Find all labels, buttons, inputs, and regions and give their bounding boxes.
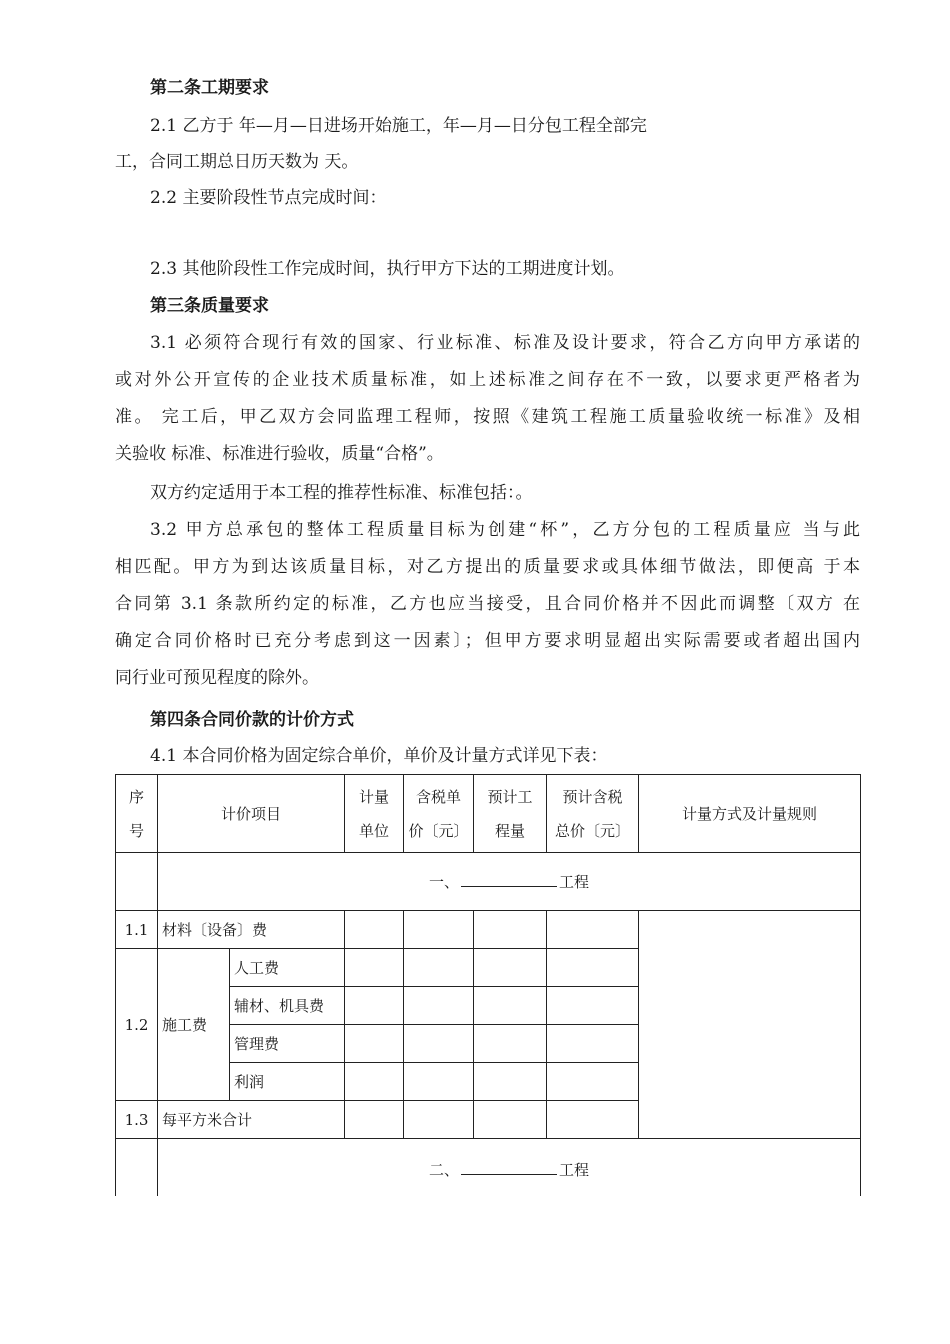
cell: [547, 987, 639, 1025]
cell: [547, 911, 639, 949]
section1-prefix: 一、: [428, 872, 459, 891]
paragraph-3-2-line2: 相匹配。甲方为到达该质量目标，对乙方提出的质量要求或具体细节做法，即便高 于本: [115, 557, 860, 577]
paragraph-3-2-line5: 同行业可预见程度的除外。: [115, 668, 319, 688]
paragraph-3-1-line2: 或对外公开宣传的企业技术质量标准，如上述标准之间存在不一致，以要求更严格者为: [115, 370, 860, 390]
header-seq: [116, 775, 158, 853]
article4-heading: 第四条合同价款的计价方式: [150, 710, 354, 730]
section2-suffix: 工程: [559, 1160, 590, 1179]
header-price-l2: 价〔元〕: [408, 821, 469, 840]
header-item: 计价项目: [158, 775, 345, 853]
row-1-1-name: 材料〔设备〕费: [158, 911, 345, 949]
header-seq-l2: 号: [128, 821, 144, 840]
paragraph-2-3: 2.3 其他阶段性工作完成时间，执行甲方下达的工期进度计划。: [150, 259, 625, 279]
cell: [345, 911, 404, 949]
cell: [547, 1063, 639, 1101]
cell: [474, 911, 547, 949]
cell: [474, 1063, 547, 1101]
row-1-3-name: 每平方米合计: [158, 1101, 345, 1139]
cell: [547, 1025, 639, 1063]
row-1-2-sub-aux: 辅材、机具费: [230, 987, 345, 1025]
section1-blank: [461, 872, 557, 887]
section1-suffix: 工程: [559, 872, 590, 891]
cell: [345, 1025, 404, 1063]
header-rule: 计量方式及计量规则: [639, 775, 861, 853]
row-1-1-no: 1.1: [116, 911, 158, 949]
cell: [547, 1101, 639, 1139]
paragraph-3-1-line1: 3.1 必须符合现行有效的国家、行业标准、标准及设计要求，符合乙方向甲方承诺的: [150, 333, 860, 353]
row-1-2-sub-profit: 利润: [230, 1063, 345, 1101]
paragraph-3-1-line3: 准。 完工后，甲乙双方会同监理工程师，按照《建筑工程施工质量验收统一标准》及相: [115, 407, 860, 427]
paragraph-3-2-line1: 3.2 甲方总承包的整体工程质量目标为创建“杯”，乙方分包的工程质量应 当与此: [150, 520, 860, 540]
header-price: [404, 775, 474, 853]
header-price-l1: 含税单: [416, 787, 462, 806]
section2-row: [116, 1139, 861, 1201]
paragraph-4-1: 4.1 本合同价格为固定综合单价，单价及计量方式详见下表：: [150, 746, 608, 766]
table-header-row: [116, 775, 861, 853]
header-qty-l1: 预计工: [487, 787, 533, 806]
paragraph-2-2: 2.2 主要阶段性节点完成时间：: [150, 188, 387, 208]
page-bottom-margin: [110, 1196, 870, 1344]
paragraph-3-2-line3: 合同第 3.1 条款所约定的标准，乙方也应当接受，且合同价格并不因此而调整〔双方 在: [115, 594, 860, 614]
rule-cell-section1: [639, 911, 861, 1139]
header-qty-l2: 程量: [495, 821, 526, 840]
row-1-3-no: 1.3: [116, 1101, 158, 1139]
header-seq-l1: 序: [128, 787, 144, 806]
header-total: [547, 775, 639, 853]
article2-heading: 第二条工期要求: [150, 78, 269, 98]
cell: [404, 1101, 474, 1139]
row-1-2-sub-mgmt: 管理费: [230, 1025, 345, 1063]
header-qty: [474, 775, 547, 853]
section1-title: [158, 853, 861, 911]
cell: [404, 911, 474, 949]
row-1-2-no: 1.2: [116, 949, 158, 1101]
header-unit-l1: 计量: [359, 787, 390, 806]
paragraph-3-1-line4: 关验收 标准、标准进行验收，质量“合格”。: [115, 444, 444, 464]
cell: [345, 1063, 404, 1101]
article3-heading: 第三条质量要求: [150, 296, 269, 316]
section2-prefix: 二、: [428, 1160, 459, 1179]
cell: [345, 1101, 404, 1139]
section2-title: [158, 1139, 861, 1201]
row-1-2-name: 施工费: [158, 949, 230, 1101]
paragraph-2-1-line1: 2.1 乙方于 年—月—日进场开始施工，年—月—日分包工程全部完: [150, 116, 647, 136]
cell: [404, 1063, 474, 1101]
section1-seq-cell: [116, 853, 158, 911]
paragraph-3-2-line4: 确定合同价格时已充分考虑到这一因素〕；但甲方要求明显超出实际需要或者超出国内: [115, 631, 860, 651]
cell: [474, 1025, 547, 1063]
section2-seq-cell: [116, 1139, 158, 1201]
cell: [345, 987, 404, 1025]
header-total-l1: 预计含税: [562, 787, 623, 806]
header-total-l2: 总价〔元〕: [555, 821, 631, 840]
cell: [345, 949, 404, 987]
cell: [474, 1101, 547, 1139]
paragraph-agreed-standards: 双方约定适用于本工程的推荐性标准、标准包括：。: [150, 483, 533, 503]
header-unit-l2: 单位: [359, 821, 390, 840]
cell: [404, 949, 474, 987]
cell: [474, 987, 547, 1025]
section2-blank: [461, 1160, 557, 1175]
cell: [547, 949, 639, 987]
paragraph-2-1-line2: 工，合同工期总日历天数为 天。: [115, 152, 359, 172]
table-row: [116, 911, 861, 949]
cell: [404, 987, 474, 1025]
pricing-table: [115, 774, 861, 1201]
cell: [474, 949, 547, 987]
cell: [404, 1025, 474, 1063]
section1-row: [116, 853, 861, 911]
row-1-2-sub-labor: 人工费: [230, 949, 345, 987]
header-unit: [345, 775, 404, 853]
